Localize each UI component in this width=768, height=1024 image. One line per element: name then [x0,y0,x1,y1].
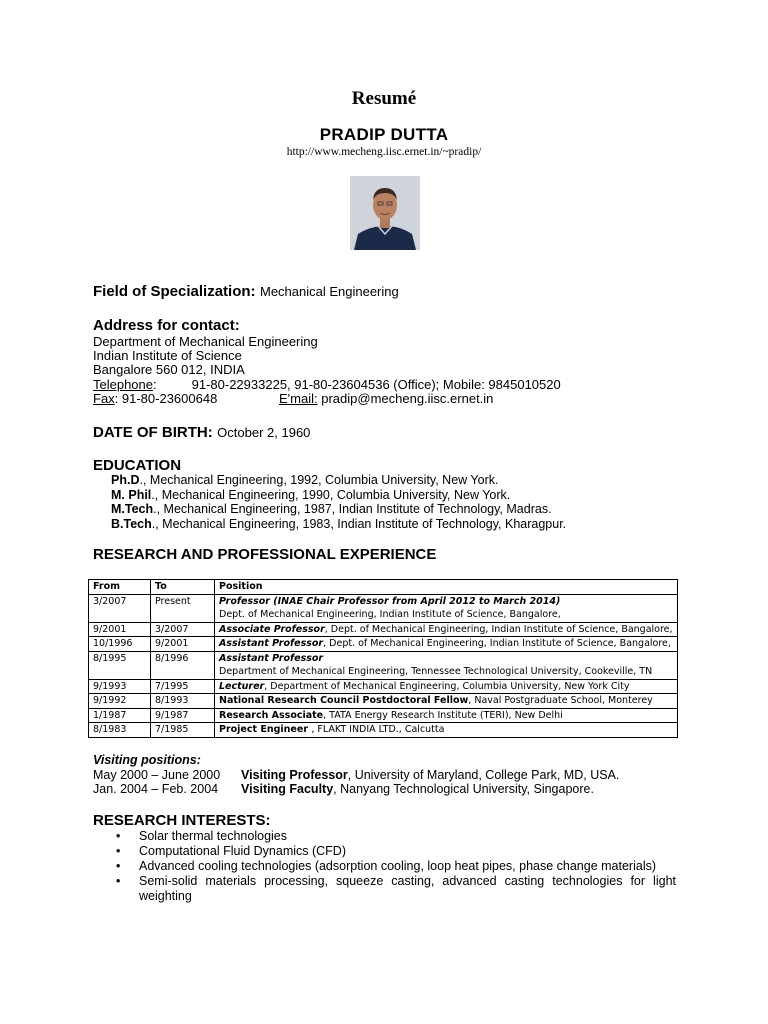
degree-details: ., Mechanical Engineering, 1983, Indian Institute of Technology, Kharagpur. [151,516,567,531]
cell-to: 3/2007 [151,622,215,637]
position-detail: , TATA Energy Research Institute (TERI), New Delhi [323,709,563,721]
table-row [89,723,678,738]
position-title: National Research Council Postdoctoral Fellow [219,695,469,706]
position-title: Professor (INAE Chair Professor from April 2012 to March 2014) [219,595,561,607]
table-row [89,622,678,637]
position-title: Lecturer [219,680,265,692]
cell-position [215,622,678,637]
degree-details: ., Mechanical Engineering, 1990, Columbia University, New York. [151,487,511,502]
position-detail: Dept. of Mechanical Engineering, Indian Institute of Science, Bangalore, [219,609,561,620]
email-row [279,392,493,407]
cell-from: 9/1992 [89,694,151,709]
degree: M. Phil [111,487,152,502]
table-row [89,594,678,622]
list-item [116,844,676,859]
position-detail: , Naval Postgraduate School, Monterey [468,695,653,706]
fax-row [93,392,217,407]
table-row [89,708,678,723]
document-title: Resumé [351,88,417,109]
cell-position [215,637,678,652]
cell-from: 10/1996 [89,637,151,652]
position-title: Associate Professor [219,623,325,635]
person-name: PRADIP DUTTA [319,125,449,144]
telephone-value: 91-80-22933225, 91-80-23604536 (Office); Mobile: 9845010520 [191,377,561,392]
cell-from: 8/1983 [89,723,151,738]
field-value: Mechanical Engineering [259,284,399,299]
bullet-icon: • [116,874,121,888]
cell-from: 8/1995 [89,651,151,679]
degree-details: ., Mechanical Engineering, 1987, Indian Institute of Technology, Madras. [153,502,552,516]
interest-text: Computational Fluid Dynamics (CFD) [139,844,347,858]
visiting-dates [93,768,220,796]
visiting-item [241,782,619,796]
cell-position [215,651,678,679]
education-list [111,473,566,531]
field-of-specialization [93,283,399,301]
position-detail: , FLAKT INDIA LTD., Calcutta [311,724,445,735]
interest-text: Semi-solid materials processing, squeeze casting, advanced casting technologies for light weighting [139,874,676,903]
position-detail: Department of Mechanical Engineering, Tennessee Technological University, Cookeville, TN [219,666,653,677]
cell-to: 8/1993 [151,694,215,709]
cell-to: 7/1995 [151,679,215,694]
address-line: Department of Mechanical Engineering [93,334,318,349]
education-item [111,488,566,503]
fax-value: : 91-80-23600648 [114,391,218,406]
column-header-to: To [151,580,215,595]
homepage-url: http://www.mecheng.iisc.ernet.in/~pradip/ [286,146,482,158]
position-detail: , Department of Mechanical Engineering, Columbia University, New York City [264,680,630,692]
cell-position [215,708,678,723]
visiting-detail: , University of Maryland, College Park, MD, USA. [347,768,620,782]
visiting-roles [241,768,619,796]
degree: B.Tech [111,516,152,531]
position-detail: , Dept. of Mechanical Engineering, Indian Institute of Science, Bangalore, [323,638,671,649]
interest-text: Advanced cooling technologies (adsorption cooling, loop heat pipes, phase change materials) [139,859,657,873]
cell-to: Present [151,594,215,622]
cell-to: 9/2001 [151,637,215,652]
table-row [89,679,678,694]
degree: M.Tech [111,502,154,516]
date-of-birth [93,424,310,442]
cell-position [215,694,678,709]
cell-to: 7/1985 [151,723,215,738]
profile-photo [350,176,420,250]
education-item [111,502,566,517]
interest-text: Solar thermal technologies [139,829,287,843]
position-title: Project Engineer [219,724,312,735]
address-line: Indian Institute of Science [93,348,242,363]
list-item [116,859,676,874]
table-row [89,694,678,709]
visiting-date: Jan. 2004 – Feb. 2004 [93,782,219,796]
education-heading: EDUCATION [93,457,182,474]
visiting-role: Visiting Professor [241,768,348,782]
cell-position [215,723,678,738]
fax-label: Fax [93,391,115,406]
research-interests-list [116,829,676,904]
cell-from: 9/2001 [89,622,151,637]
cell-to: 9/1987 [151,708,215,723]
column-header-position: Position [215,580,678,595]
cell-position [215,679,678,694]
visiting-date: May 2000 – June 2000 [93,768,221,782]
email-label: E'mail: [279,391,318,406]
telephone-row: Telephone: 91-80-22933225, 91-80-23604536 (Office); Mobile: 9845010520 [93,377,561,392]
visiting-role: Visiting Faculty [241,782,334,796]
field-label: Field of Specialization: [93,283,256,300]
bullet-icon: • [116,844,121,858]
table-header-row [89,580,678,595]
cell-from: 9/1993 [89,679,151,694]
experience-heading: RESEARCH AND PROFESSIONAL EXPERIENCE [93,546,437,563]
table-row [89,651,678,679]
position-detail: , Dept. of Mechanical Engineering, Indian Institute of Science, Bangalore, [324,623,673,635]
position-title: Assistant Professor [219,652,324,664]
column-header-from: From [89,580,151,595]
degree: Ph.D [111,473,140,487]
cell-position [215,594,678,622]
position-title: Research Associate [219,709,324,721]
table-row [89,637,678,652]
cell-to: 8/1996 [151,651,215,679]
telephone-label: Telephone [93,377,153,392]
position-title: Assistant Professor [219,638,324,649]
bullet-icon: • [116,829,121,843]
address-heading: Address for contact: [93,317,240,334]
bullet-icon: • [116,859,121,873]
list-item [116,829,676,844]
address-line: Bangalore 560 012, INDIA [93,362,245,377]
list-item [116,874,676,904]
experience-table [88,579,678,738]
dob-value: October 2, 1960 [217,425,311,440]
education-item [111,473,566,488]
visiting-detail: , Nanyang Technological University, Singapore. [333,782,594,796]
email-value: pradip@mecheng.iisc.ernet.in [321,391,494,406]
cell-from: 1/1987 [89,708,151,723]
cell-from: 3/2007 [89,594,151,622]
research-interests-heading: RESEARCH INTERESTS: [93,812,271,829]
degree-details: ., Mechanical Engineering, 1992, Columbia University, New York. [139,473,499,487]
education-item [111,517,566,532]
dob-label: DATE OF BIRTH: [93,424,213,441]
visiting-item [241,768,619,782]
visiting-positions-heading: Visiting positions: [93,753,201,767]
